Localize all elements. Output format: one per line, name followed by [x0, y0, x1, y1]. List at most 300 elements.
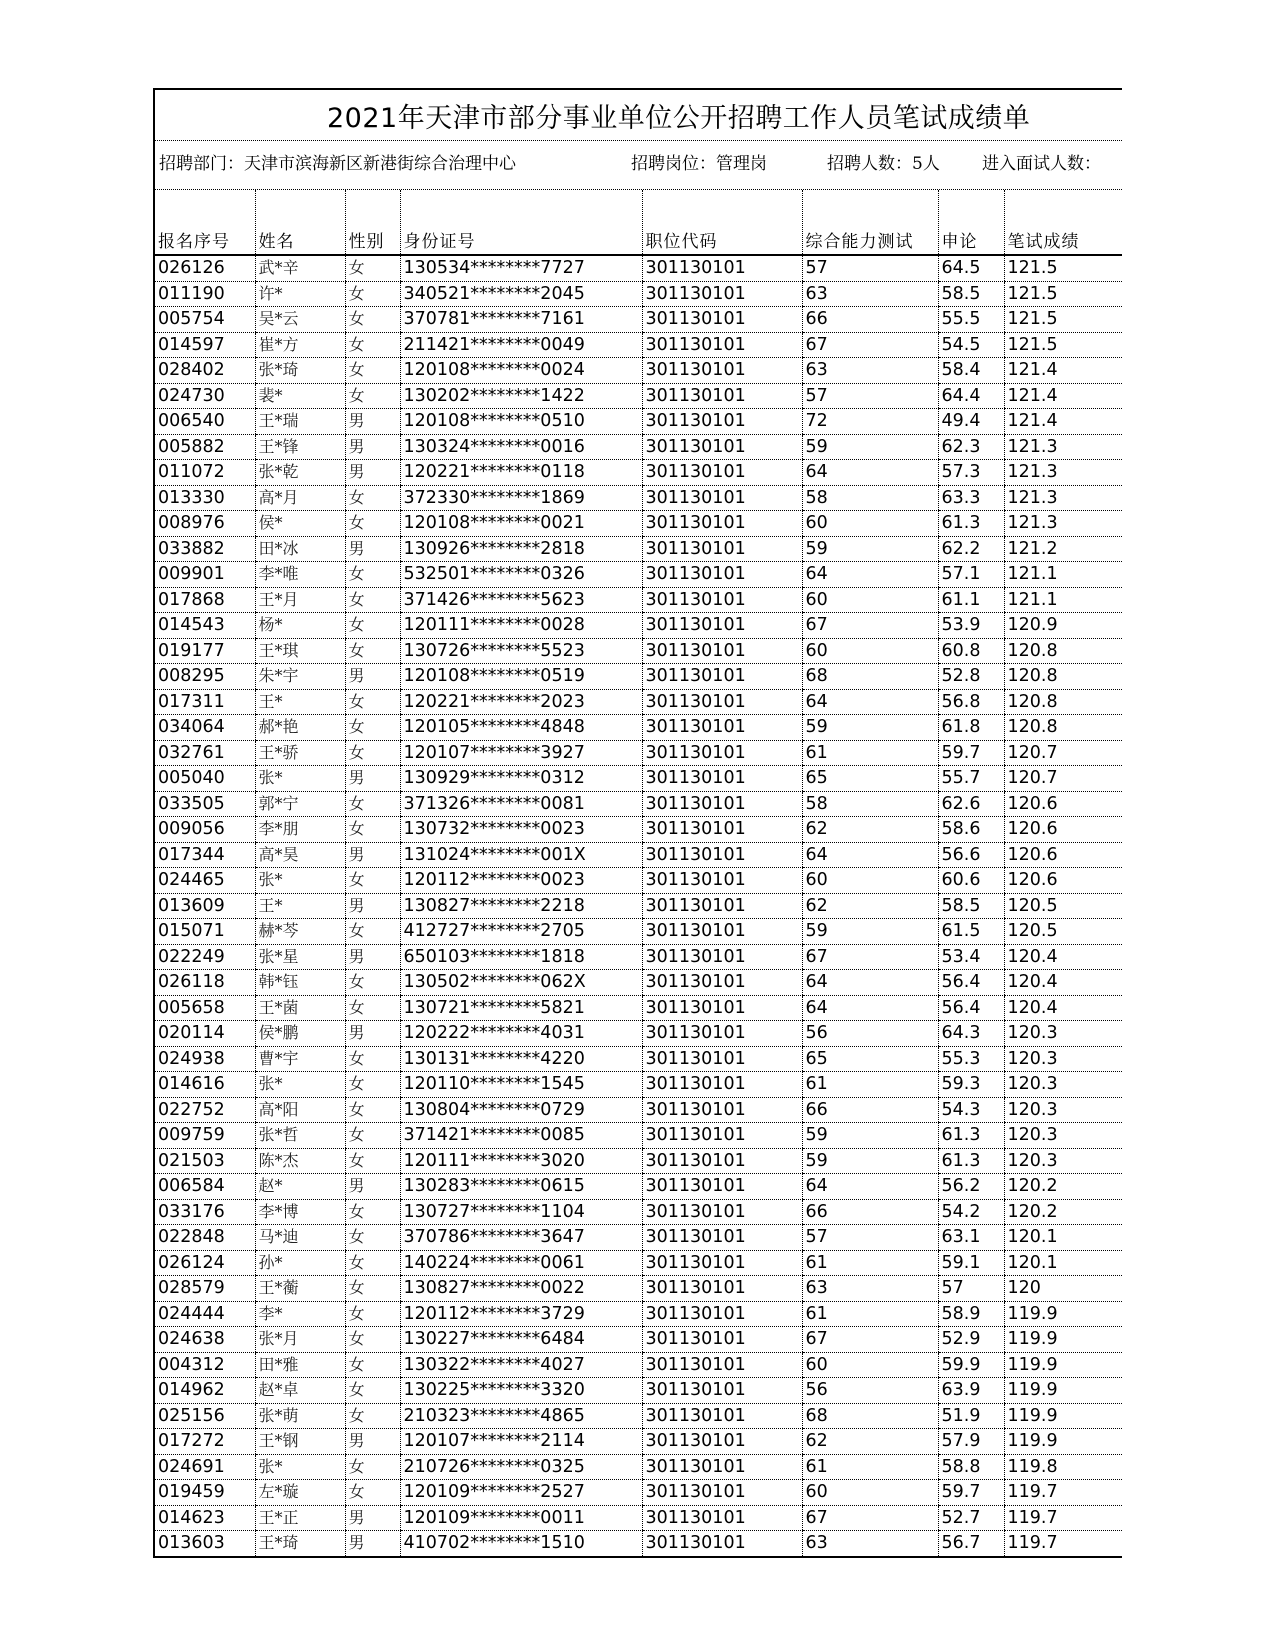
gender-cell: 男 [345, 842, 400, 868]
id-number-cell: 130131********4220 [400, 1046, 642, 1072]
essay-cell: 61.1 [938, 587, 1004, 613]
name-cell: 王*琪 [255, 638, 345, 664]
score-cell: 120.4 [1004, 970, 1122, 996]
score-cell: 121.5 [1004, 332, 1122, 358]
table-row [155, 1403, 1122, 1429]
gender-cell: 男 [345, 409, 400, 435]
position-code-cell: 301130101 [642, 1505, 802, 1531]
name-cell: 崔*方 [255, 332, 345, 358]
position-code-cell: 301130101 [642, 1250, 802, 1276]
id-number-cell: 130534********7727 [400, 255, 642, 281]
score-cell: 120.7 [1004, 766, 1122, 792]
gender-cell: 女 [345, 1097, 400, 1123]
score-table [155, 190, 1122, 1558]
spacer-row [155, 181, 1122, 190]
gender-cell: 女 [345, 1072, 400, 1098]
score-cell: 119.7 [1004, 1480, 1122, 1506]
position-code-cell: 301130101 [642, 434, 802, 460]
table-row [155, 1199, 1122, 1225]
reg-no-cell: 024691 [155, 1454, 255, 1480]
position-code-cell: 301130101 [642, 255, 802, 281]
id-number-cell: 120221********0118 [400, 460, 642, 486]
essay-cell: 56.4 [938, 995, 1004, 1021]
essay-cell: 54.5 [938, 332, 1004, 358]
gender-cell: 女 [345, 1276, 400, 1302]
gender-cell: 女 [345, 1327, 400, 1353]
id-number-cell: 130726********5523 [400, 638, 642, 664]
name-cell: 王*菌 [255, 995, 345, 1021]
aptitude-cell: 64 [802, 562, 938, 588]
table-row [155, 511, 1122, 537]
table-row [155, 1250, 1122, 1276]
id-number-cell: 130322********4027 [400, 1352, 642, 1378]
id-number-cell: 120108********0024 [400, 358, 642, 384]
position-code-cell: 301130101 [642, 1429, 802, 1455]
position-code-cell: 301130101 [642, 715, 802, 741]
score-cell: 120.5 [1004, 919, 1122, 945]
score-cell: 120.5 [1004, 893, 1122, 919]
gender-cell: 男 [345, 460, 400, 486]
essay-cell: 58.8 [938, 1454, 1004, 1480]
gender-cell: 女 [345, 689, 400, 715]
table-row [155, 766, 1122, 792]
score-cell: 121.3 [1004, 485, 1122, 511]
score-cell: 121.1 [1004, 587, 1122, 613]
name-cell: 李*博 [255, 1199, 345, 1225]
table-row [155, 868, 1122, 894]
score-cell: 120.8 [1004, 638, 1122, 664]
position-code-cell: 301130101 [642, 970, 802, 996]
id-number-cell: 120222********4031 [400, 1021, 642, 1047]
score-cell: 120.2 [1004, 1199, 1122, 1225]
header-name: 姓名 [255, 190, 345, 255]
score-cell: 119.7 [1004, 1505, 1122, 1531]
reg-no-cell: 033882 [155, 536, 255, 562]
aptitude-cell: 62 [802, 1429, 938, 1455]
position-code-cell: 301130101 [642, 893, 802, 919]
table-row [155, 358, 1122, 384]
id-number-cell: 371326********0081 [400, 791, 642, 817]
aptitude-cell: 64 [802, 970, 938, 996]
header-id-number: 身份证号 [400, 190, 642, 255]
id-number-cell: 130324********0016 [400, 434, 642, 460]
id-number-cell: 140224********0061 [400, 1250, 642, 1276]
name-cell: 郭*宁 [255, 791, 345, 817]
position-code-cell: 301130101 [642, 1276, 802, 1302]
info-row [155, 141, 1122, 181]
gender-cell: 女 [345, 511, 400, 537]
table-row [155, 919, 1122, 945]
aptitude-cell: 58 [802, 485, 938, 511]
table-row [155, 791, 1122, 817]
reg-no-cell: 008295 [155, 664, 255, 690]
name-cell: 张* [255, 766, 345, 792]
id-number-cell: 130502********062X [400, 970, 642, 996]
essay-cell: 62.3 [938, 434, 1004, 460]
essay-cell: 55.3 [938, 1046, 1004, 1072]
score-cell: 120.4 [1004, 995, 1122, 1021]
essay-cell: 52.8 [938, 664, 1004, 690]
aptitude-cell: 63 [802, 1531, 938, 1557]
name-cell: 张*乾 [255, 460, 345, 486]
score-cell: 120.7 [1004, 740, 1122, 766]
essay-cell: 60.6 [938, 868, 1004, 894]
gender-cell: 女 [345, 638, 400, 664]
name-cell: 侯*鹏 [255, 1021, 345, 1047]
essay-cell: 59.3 [938, 1072, 1004, 1098]
reg-no-cell: 009901 [155, 562, 255, 588]
aptitude-cell: 60 [802, 868, 938, 894]
table-row [155, 1225, 1122, 1251]
recruit-position: 招聘岗位：管理岗 [631, 153, 767, 174]
name-cell: 陈*杰 [255, 1148, 345, 1174]
position-code-cell: 301130101 [642, 766, 802, 792]
essay-cell: 56.7 [938, 1531, 1004, 1557]
essay-cell: 57 [938, 1276, 1004, 1302]
id-number-cell: 210726********0325 [400, 1454, 642, 1480]
aptitude-cell: 59 [802, 434, 938, 460]
id-number-cell: 210323********4865 [400, 1403, 642, 1429]
reg-no-cell: 024465 [155, 868, 255, 894]
id-number-cell: 120108********0510 [400, 409, 642, 435]
position-code-cell: 301130101 [642, 1531, 802, 1557]
reg-no-cell: 009759 [155, 1123, 255, 1149]
id-number-cell: 532501********0326 [400, 562, 642, 588]
id-number-cell: 372330********1869 [400, 485, 642, 511]
gender-cell: 男 [345, 1505, 400, 1531]
aptitude-cell: 57 [802, 383, 938, 409]
aptitude-cell: 60 [802, 638, 938, 664]
id-number-cell: 130929********0312 [400, 766, 642, 792]
id-number-cell: 120112********3729 [400, 1301, 642, 1327]
gender-cell: 男 [345, 1429, 400, 1455]
score-sheet [153, 88, 1122, 1558]
gender-cell: 男 [345, 893, 400, 919]
score-cell: 119.7 [1004, 1531, 1122, 1557]
name-cell: 王*骄 [255, 740, 345, 766]
position-code-cell: 301130101 [642, 1199, 802, 1225]
header-gender: 性别 [345, 190, 400, 255]
table-row [155, 332, 1122, 358]
table-body [155, 255, 1122, 1557]
score-cell: 120.6 [1004, 842, 1122, 868]
position-code-cell: 301130101 [642, 868, 802, 894]
gender-cell: 女 [345, 281, 400, 307]
reg-no-cell: 022848 [155, 1225, 255, 1251]
position-code-cell: 301130101 [642, 460, 802, 486]
table-row [155, 1301, 1122, 1327]
table-row [155, 409, 1122, 435]
aptitude-cell: 59 [802, 919, 938, 945]
reg-no-cell: 020114 [155, 1021, 255, 1047]
essay-cell: 64.3 [938, 1021, 1004, 1047]
table-row [155, 1097, 1122, 1123]
id-number-cell: 130732********0023 [400, 817, 642, 843]
gender-cell: 女 [345, 868, 400, 894]
essay-cell: 58.9 [938, 1301, 1004, 1327]
essay-cell: 61.3 [938, 1123, 1004, 1149]
aptitude-cell: 60 [802, 1352, 938, 1378]
essay-cell: 49.4 [938, 409, 1004, 435]
reg-no-cell: 006584 [155, 1174, 255, 1200]
name-cell: 王* [255, 893, 345, 919]
name-cell: 李*唯 [255, 562, 345, 588]
gender-cell: 男 [345, 1021, 400, 1047]
table-row [155, 893, 1122, 919]
name-cell: 吴*云 [255, 307, 345, 333]
table-row [155, 281, 1122, 307]
id-number-cell: 650103********1818 [400, 944, 642, 970]
aptitude-cell: 57 [802, 255, 938, 281]
position-code-cell: 301130101 [642, 613, 802, 639]
aptitude-cell: 59 [802, 715, 938, 741]
aptitude-cell: 62 [802, 817, 938, 843]
aptitude-cell: 65 [802, 766, 938, 792]
gender-cell: 女 [345, 587, 400, 613]
position-code-cell: 301130101 [642, 817, 802, 843]
reg-no-cell: 013609 [155, 893, 255, 919]
id-number-cell: 130827********0022 [400, 1276, 642, 1302]
reg-no-cell: 021503 [155, 1148, 255, 1174]
table-row [155, 1505, 1122, 1531]
gender-cell: 女 [345, 307, 400, 333]
reg-no-cell: 017868 [155, 587, 255, 613]
essay-cell: 58.5 [938, 281, 1004, 307]
name-cell: 王*正 [255, 1505, 345, 1531]
position-code-cell: 301130101 [642, 358, 802, 384]
aptitude-cell: 60 [802, 1480, 938, 1506]
essay-cell: 63.1 [938, 1225, 1004, 1251]
position-code-cell: 301130101 [642, 1174, 802, 1200]
id-number-cell: 120111********3020 [400, 1148, 642, 1174]
aptitude-cell: 61 [802, 1072, 938, 1098]
score-cell: 120.3 [1004, 1123, 1122, 1149]
id-number-cell: 120110********1545 [400, 1072, 642, 1098]
table-row [155, 1327, 1122, 1353]
gender-cell: 女 [345, 1454, 400, 1480]
reg-no-cell: 014597 [155, 332, 255, 358]
title-row [155, 90, 1122, 141]
table-row [155, 562, 1122, 588]
position-code-cell: 301130101 [642, 1021, 802, 1047]
name-cell: 韩*钰 [255, 970, 345, 996]
position-code-cell: 301130101 [642, 944, 802, 970]
name-cell: 田*冰 [255, 536, 345, 562]
reg-no-cell: 011072 [155, 460, 255, 486]
table-row [155, 970, 1122, 996]
essay-cell: 58.5 [938, 893, 1004, 919]
name-cell: 王*月 [255, 587, 345, 613]
id-number-cell: 211421********0049 [400, 332, 642, 358]
gender-cell: 女 [345, 740, 400, 766]
essay-cell: 52.9 [938, 1327, 1004, 1353]
gender-cell: 女 [345, 1225, 400, 1251]
name-cell: 王*钢 [255, 1429, 345, 1455]
aptitude-cell: 66 [802, 307, 938, 333]
gender-cell: 女 [345, 562, 400, 588]
id-number-cell: 130225********3320 [400, 1378, 642, 1404]
position-code-cell: 301130101 [642, 1480, 802, 1506]
name-cell: 张* [255, 868, 345, 894]
name-cell: 马*迪 [255, 1225, 345, 1251]
id-number-cell: 131024********001X [400, 842, 642, 868]
name-cell: 张* [255, 1454, 345, 1480]
position-code-cell: 301130101 [642, 587, 802, 613]
essay-cell: 57.9 [938, 1429, 1004, 1455]
gender-cell: 女 [345, 1250, 400, 1276]
reg-no-cell: 008976 [155, 511, 255, 537]
gender-cell: 女 [345, 1148, 400, 1174]
id-number-cell: 130721********5821 [400, 995, 642, 1021]
name-cell: 郝*艳 [255, 715, 345, 741]
gender-cell: 男 [345, 944, 400, 970]
reg-no-cell: 019459 [155, 1480, 255, 1506]
name-cell: 赵*卓 [255, 1378, 345, 1404]
table-row [155, 1276, 1122, 1302]
reg-no-cell: 025156 [155, 1403, 255, 1429]
reg-no-cell: 033505 [155, 791, 255, 817]
table-row [155, 689, 1122, 715]
id-number-cell: 410702********1510 [400, 1531, 642, 1557]
gender-cell: 男 [345, 536, 400, 562]
table-row [155, 944, 1122, 970]
name-cell: 张*月 [255, 1327, 345, 1353]
score-cell: 121.3 [1004, 511, 1122, 537]
name-cell: 张* [255, 1072, 345, 1098]
position-code-cell: 301130101 [642, 1301, 802, 1327]
essay-cell: 61.3 [938, 511, 1004, 537]
recruit-count: 招聘人数：5人 [827, 153, 940, 174]
position-code-cell: 301130101 [642, 740, 802, 766]
reg-no-cell: 005658 [155, 995, 255, 1021]
gender-cell: 女 [345, 332, 400, 358]
position-code-cell: 301130101 [642, 1046, 802, 1072]
table-row [155, 995, 1122, 1021]
table-row [155, 842, 1122, 868]
aptitude-cell: 67 [802, 1327, 938, 1353]
essay-cell: 62.6 [938, 791, 1004, 817]
score-cell: 121.4 [1004, 358, 1122, 384]
essay-cell: 56.6 [938, 842, 1004, 868]
table-row [155, 1148, 1122, 1174]
score-cell: 121.4 [1004, 409, 1122, 435]
aptitude-cell: 64 [802, 689, 938, 715]
position-code-cell: 301130101 [642, 995, 802, 1021]
gender-cell: 女 [345, 715, 400, 741]
reg-no-cell: 022752 [155, 1097, 255, 1123]
aptitude-cell: 60 [802, 511, 938, 537]
position-code-cell: 301130101 [642, 1123, 802, 1149]
header-position-code: 职位代码 [642, 190, 802, 255]
position-code-cell: 301130101 [642, 689, 802, 715]
position-code-cell: 301130101 [642, 307, 802, 333]
score-cell: 120.2 [1004, 1174, 1122, 1200]
score-cell: 119.8 [1004, 1454, 1122, 1480]
position-code-cell: 301130101 [642, 1225, 802, 1251]
name-cell: 赫*芩 [255, 919, 345, 945]
essay-cell: 56.2 [938, 1174, 1004, 1200]
position-code-cell: 301130101 [642, 664, 802, 690]
aptitude-cell: 67 [802, 1505, 938, 1531]
table-row [155, 1454, 1122, 1480]
essay-cell: 59.1 [938, 1250, 1004, 1276]
reg-no-cell: 028402 [155, 358, 255, 384]
reg-no-cell: 014543 [155, 613, 255, 639]
reg-no-cell: 013603 [155, 1531, 255, 1557]
reg-no-cell: 026126 [155, 255, 255, 281]
id-number-cell: 370786********3647 [400, 1225, 642, 1251]
table-row [155, 613, 1122, 639]
score-cell: 120.6 [1004, 817, 1122, 843]
reg-no-cell: 004312 [155, 1352, 255, 1378]
recruit-department: 招聘部门：天津市滨海新区新港街综合治理中心 [159, 153, 516, 174]
score-cell: 121.3 [1004, 434, 1122, 460]
score-cell: 121.4 [1004, 383, 1122, 409]
table-row [155, 1046, 1122, 1072]
score-cell: 120.3 [1004, 1097, 1122, 1123]
aptitude-cell: 56 [802, 1378, 938, 1404]
score-cell: 121.5 [1004, 307, 1122, 333]
id-number-cell: 130727********1104 [400, 1199, 642, 1225]
score-cell: 119.9 [1004, 1403, 1122, 1429]
gender-cell: 女 [345, 1352, 400, 1378]
name-cell: 高*月 [255, 485, 345, 511]
gender-cell: 男 [345, 434, 400, 460]
name-cell: 王*琦 [255, 1531, 345, 1557]
reg-no-cell: 033176 [155, 1199, 255, 1225]
reg-no-cell: 017344 [155, 842, 255, 868]
interview-count: 进入面试人数： [982, 153, 1101, 174]
gender-cell: 男 [345, 664, 400, 690]
gender-cell: 男 [345, 1174, 400, 1200]
id-number-cell: 120109********0011 [400, 1505, 642, 1531]
score-cell: 121.2 [1004, 536, 1122, 562]
reg-no-cell: 014962 [155, 1378, 255, 1404]
essay-cell: 54.2 [938, 1199, 1004, 1225]
id-number-cell: 120107********3927 [400, 740, 642, 766]
reg-no-cell: 014623 [155, 1505, 255, 1531]
aptitude-cell: 61 [802, 740, 938, 766]
aptitude-cell: 68 [802, 1403, 938, 1429]
id-number-cell: 120105********4848 [400, 715, 642, 741]
table-row [155, 1021, 1122, 1047]
table-row [155, 1352, 1122, 1378]
table-row [155, 536, 1122, 562]
essay-cell: 56.8 [938, 689, 1004, 715]
name-cell: 许* [255, 281, 345, 307]
score-cell: 120.8 [1004, 664, 1122, 690]
score-cell: 119.9 [1004, 1301, 1122, 1327]
name-cell: 曹*宇 [255, 1046, 345, 1072]
reg-no-cell: 019177 [155, 638, 255, 664]
essay-cell: 58.4 [938, 358, 1004, 384]
essay-cell: 52.7 [938, 1505, 1004, 1531]
score-cell: 119.9 [1004, 1378, 1122, 1404]
id-number-cell: 120108********0519 [400, 664, 642, 690]
essay-cell: 59.9 [938, 1352, 1004, 1378]
aptitude-cell: 64 [802, 460, 938, 486]
reg-no-cell: 013330 [155, 485, 255, 511]
reg-no-cell: 028579 [155, 1276, 255, 1302]
reg-no-cell: 022249 [155, 944, 255, 970]
aptitude-cell: 57 [802, 1225, 938, 1251]
essay-cell: 61.8 [938, 715, 1004, 741]
gender-cell: 女 [345, 613, 400, 639]
position-code-cell: 301130101 [642, 281, 802, 307]
essay-cell: 53.4 [938, 944, 1004, 970]
id-number-cell: 130804********0729 [400, 1097, 642, 1123]
aptitude-cell: 63 [802, 281, 938, 307]
